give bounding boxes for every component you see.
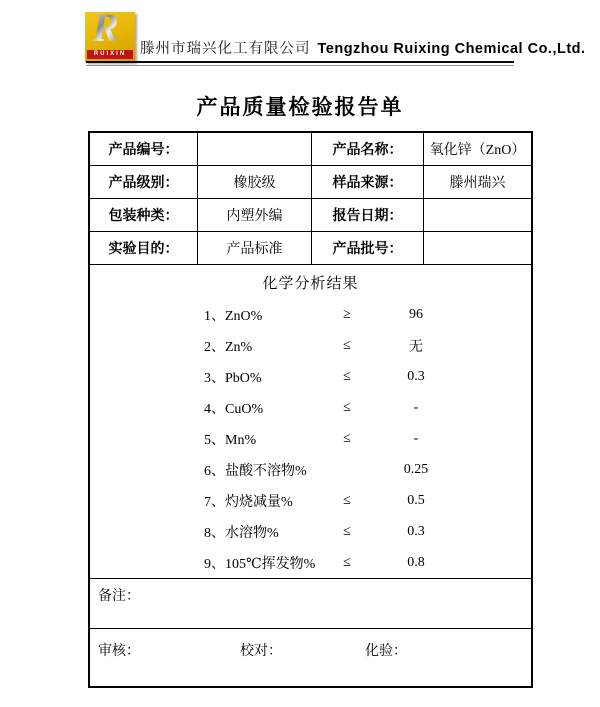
- item-value: 无: [409, 339, 423, 355]
- info-label-product-no: 产品编号：: [90, 133, 198, 166]
- analysis-section: [90, 265, 531, 579]
- info-value-batch-no: [424, 232, 531, 265]
- item-name: 5、Mn%: [204, 432, 257, 448]
- info-label-batch-no: 产品批号：: [312, 232, 424, 265]
- signoff-row: [90, 629, 531, 686]
- logo-brand-band: RUIXIN: [87, 50, 133, 59]
- assay-label: 化验：: [365, 644, 407, 659]
- info-label-sample-source: 样品来源：: [312, 166, 424, 199]
- remarks-row: [90, 579, 531, 629]
- info-value-package-type: 内塑外编: [198, 199, 312, 232]
- analysis-item-zno: [90, 299, 531, 330]
- company-logo: [85, 5, 135, 62]
- info-label-product-name: 产品名称：: [312, 133, 424, 166]
- info-value-product-name: 氧化锌（ZnO）: [424, 133, 531, 166]
- company-name-en: Tengzhou Ruixing Chemical Co.,Ltd.: [317, 41, 586, 57]
- analysis-item-zn: [90, 330, 531, 361]
- item-value: 0.5: [407, 492, 425, 508]
- item-name: 9、105℃挥发物%: [204, 556, 316, 572]
- proofread-label: 校对：: [240, 644, 282, 659]
- info-grid: [90, 133, 531, 265]
- header-divider-line: [86, 61, 514, 66]
- item-name: 8、水溶物%: [204, 525, 279, 541]
- item-symbol: ≤: [343, 430, 351, 446]
- analysis-item-volatile-105c: [90, 547, 531, 578]
- analysis-item-cuo: [90, 392, 531, 423]
- item-symbol: ≥: [343, 306, 351, 322]
- item-value: -: [413, 430, 419, 446]
- item-symbol: ≤: [343, 523, 351, 539]
- item-name: 2、Zn%: [204, 339, 253, 355]
- item-name: 4、CuO%: [204, 401, 264, 417]
- item-symbol: ≤: [343, 399, 351, 415]
- report-table: [88, 131, 533, 688]
- info-label-test-purpose: 实验目的：: [90, 232, 198, 265]
- item-name: 6、盐酸不溶物%: [204, 463, 307, 479]
- analysis-item-pbo: [90, 361, 531, 392]
- info-value-product-grade: 橡胶级: [198, 166, 312, 199]
- logo-letter-r: R: [92, 5, 119, 50]
- info-value-sample-source: 滕州瑞兴: [424, 166, 531, 199]
- item-name: 1、ZnO%: [204, 308, 263, 324]
- analysis-item-ignition-loss: [90, 485, 531, 516]
- remarks-label: 备注：: [98, 589, 140, 604]
- analysis-item-hcl-insoluble: [90, 454, 531, 485]
- info-label-package-type: 包装种类：: [90, 199, 198, 232]
- item-value: 96: [409, 306, 423, 322]
- info-value-report-date: [424, 199, 531, 232]
- report-title: 产品质量检验报告单: [196, 96, 404, 119]
- item-name: 3、PbO%: [204, 370, 262, 386]
- info-value-test-purpose: 产品标准: [198, 232, 312, 265]
- item-symbol: ≤: [343, 554, 351, 570]
- info-label-product-grade: 产品级别：: [90, 166, 198, 199]
- item-value: 0.8: [407, 554, 425, 570]
- info-label-report-date: 报告日期：: [312, 199, 424, 232]
- company-name-cn: 滕州市瑞兴化工有限公司: [140, 41, 311, 57]
- item-value: 0.3: [407, 523, 425, 539]
- item-symbol: ≤: [343, 337, 351, 353]
- item-symbol: ≤: [343, 492, 351, 508]
- analysis-section-title: 化学分析结果: [262, 275, 359, 292]
- review-label: 审核：: [98, 644, 140, 659]
- item-value: 0.25: [403, 461, 429, 477]
- company-name-row: [140, 37, 586, 58]
- item-value: 0.3: [407, 368, 425, 384]
- info-value-product-no: [198, 133, 312, 166]
- analysis-item-list: [90, 299, 531, 578]
- item-name: 7、灼烧减量%: [204, 494, 293, 510]
- item-symbol: ≤: [343, 368, 351, 384]
- analysis-item-mn: [90, 423, 531, 454]
- analysis-item-water-soluble: [90, 516, 531, 547]
- item-value: -: [413, 399, 419, 415]
